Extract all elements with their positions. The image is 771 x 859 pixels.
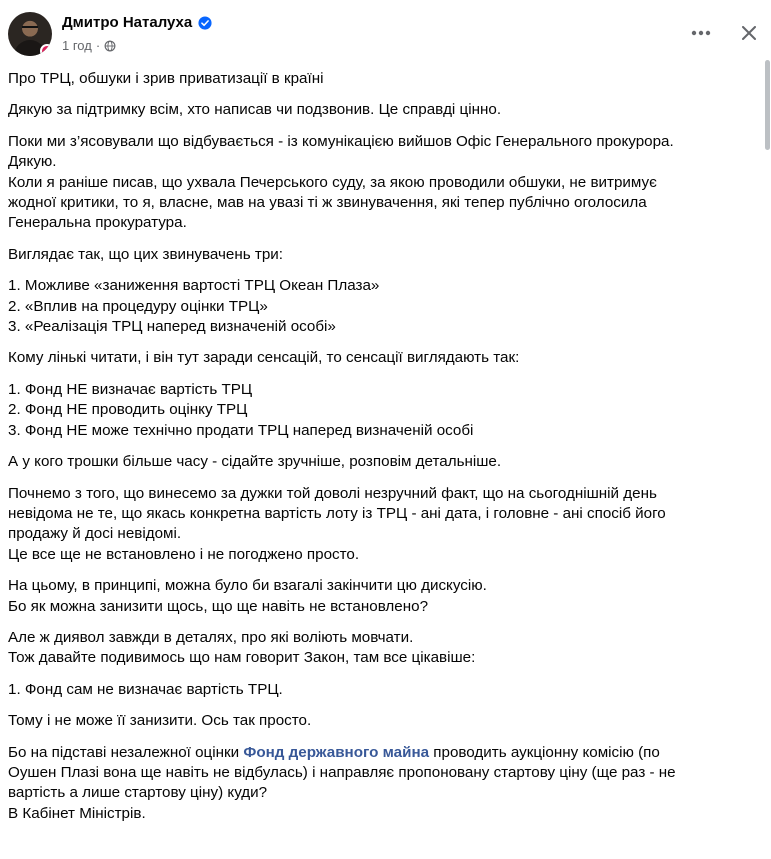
- post-text-line: жодної критики, то я, власне, мав на увазі ті ж звинувачення, які тепер публічно оголосила: [8, 194, 647, 212]
- post-text-line: Поки ми з’ясовували що відбувається - із комунікацією вийшов Офіс Генерального прокурора.: [8, 132, 674, 150]
- post-paragraph: [8, 276, 758, 337]
- post-text-line: Дякую за підтримку всім, хто написав чи подзвонив. Це справді цінно.: [8, 101, 502, 119]
- post-paragraph: [8, 680, 758, 700]
- post-paragraph: [8, 100, 758, 120]
- post-text-line: Коли я раніше писав, що ухвала Печерського суду, за якою проводили обшуки, не витримує: [8, 173, 657, 191]
- globe-icon[interactable]: [104, 40, 116, 52]
- post-paragraph: [8, 245, 758, 265]
- list-item: 2. «Вплив на процедуру оцінки ТРЦ»: [8, 297, 268, 315]
- post-paragraph: [8, 348, 758, 368]
- post-text-line: Тож давайте подивимось що нам говорит Закон, там все цікавіше:: [8, 649, 476, 667]
- post-paragraph: [8, 711, 758, 731]
- post-text-line: Це все ще не встановлено і не погоджено просто.: [8, 545, 360, 563]
- post-paragraph: [8, 132, 758, 234]
- meta-separator: ·: [95, 38, 101, 53]
- list-item: 1. Фонд НЕ визначає вартість ТРЦ: [8, 380, 253, 398]
- text-fragment: проводить аукціонну комісію (по: [429, 743, 660, 761]
- close-icon: [742, 26, 756, 40]
- author-name-row: [62, 14, 212, 31]
- author-name[interactable]: Дмитро Наталуха: [62, 14, 193, 31]
- post-text-line: Дякую.: [8, 153, 57, 171]
- post-text-line: Виглядає так, що цих звинувачень три:: [8, 245, 283, 263]
- post-paragraph: [8, 380, 758, 441]
- list-item: 2. Фонд НЕ проводить оцінку ТРЦ: [8, 401, 248, 419]
- list-item: 1. Фонд сам не визначає вартість ТРЦ.: [8, 680, 283, 698]
- list-item: 3. Фонд НЕ може технічно продати ТРЦ наперед визначеній особі: [8, 421, 474, 439]
- post-text-line: А у кого трошки більше часу - сідайте зручніше, розповім детальніше.: [8, 453, 502, 471]
- author-avatar[interactable]: [8, 12, 52, 56]
- post-text-line: На цьому, в принципі, можна було би взагалі закінчити цю дискусію.: [8, 577, 487, 595]
- post-text-line: Генеральна прокуратура.: [8, 214, 187, 232]
- post-text-line: Але ж диявол завжди в деталях, про які воліють мовчати.: [8, 628, 414, 646]
- post-paragraph: [8, 69, 758, 89]
- post-paragraph: [8, 628, 758, 669]
- page-mention-link[interactable]: Фонд державного майна: [243, 743, 430, 761]
- more-horizontal-icon: [691, 30, 711, 36]
- avatar-story-badge: [40, 44, 52, 56]
- post-meta: [62, 38, 116, 53]
- post-text-line: Тому і не може її занизити. Ось так просто.: [8, 712, 312, 730]
- post-timestamp[interactable]: 1 год: [62, 38, 92, 53]
- post-paragraph: [8, 484, 758, 566]
- post-text-line: Оушен Плазі вона ще навіть не відбулась) і направляє пропоновану стартову ціну (ще раз - не: [8, 763, 676, 781]
- post-text-line: Почнемо з того, що винесемо за дужки той доволі незручний факт, що на сьогоднішній день: [8, 484, 657, 502]
- scrollbar-thumb[interactable]: [765, 60, 770, 150]
- post-text-line: Кому лінькі читати, і він тут заради сенсацій, то сенсації виглядають так:: [8, 349, 520, 367]
- post-text-line: Бо як можна занизити щось, що ще навіть не встановлено?: [8, 597, 429, 615]
- avatar-glasses: [22, 26, 38, 32]
- post-title-line: Про ТРЦ, обшуки і зрив приватизації в країні: [8, 70, 324, 87]
- list-item: 3. «Реалізація ТРЦ наперед визначеній особі»: [8, 318, 336, 336]
- post-paragraph: [8, 576, 758, 617]
- text-fragment: Бо на підставі незалежної оцінки: [8, 743, 244, 761]
- post-text-line: невідома не те, що якась конкретна вартість лоту із ТРЦ - ані дата, і головне - ані спосіб його: [8, 504, 666, 522]
- post-paragraph: [8, 452, 758, 472]
- close-button[interactable]: [738, 22, 760, 44]
- post-paragraph: [8, 743, 758, 825]
- verified-badge-icon: [198, 16, 212, 30]
- list-item: 1. Можливе «заниження вартості ТРЦ Океан Плаза»: [8, 277, 380, 295]
- post-text-line: продажу й досі невідомі.: [8, 525, 182, 543]
- post-text-line: вартість а лише стартову ціну) куди?: [8, 784, 268, 802]
- post-body: [8, 69, 758, 835]
- post-text-line: В Кабінет Міністрів.: [8, 804, 146, 822]
- post-header: [0, 0, 771, 70]
- more-options-button[interactable]: [690, 22, 712, 44]
- post-text-line: [8, 743, 758, 763]
